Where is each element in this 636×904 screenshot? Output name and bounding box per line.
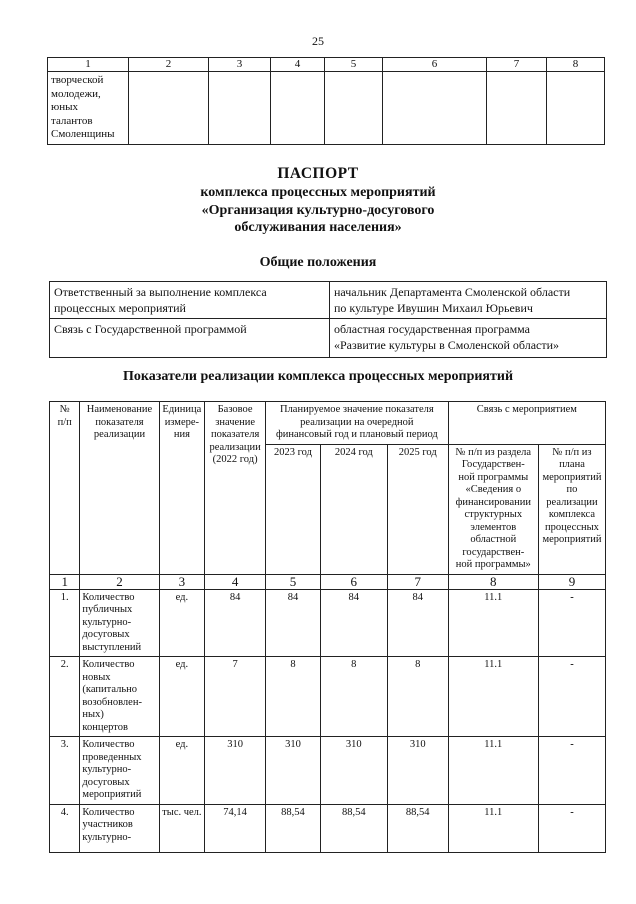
- row-plan: -: [538, 589, 605, 657]
- continued-table: [47, 57, 605, 145]
- col-number: 5: [266, 574, 321, 589]
- col-number: 6: [383, 58, 487, 72]
- row-2023: 88,54: [266, 804, 321, 852]
- general-label: Ответственный за выполнение комплекса процессных мероприятий: [50, 282, 330, 319]
- row-2023: 84: [266, 589, 321, 657]
- col-number: 7: [387, 574, 448, 589]
- passport-subtitle: комплекса процессных мероприятий: [200, 185, 436, 200]
- column-number-row: [50, 574, 606, 589]
- row-num: 1.: [50, 589, 80, 657]
- indicators-heading: Показатели реализации комплекса процессных мероприятий: [122, 369, 514, 384]
- table-row: [50, 282, 607, 319]
- row-2025: 88,54: [387, 804, 448, 852]
- col-number: 7: [487, 58, 547, 72]
- general-label: Связь с Государственной программой: [50, 319, 330, 358]
- row-2024: 88,54: [320, 804, 387, 852]
- row-2025: 84: [387, 589, 448, 657]
- row-2025: 8: [387, 657, 448, 737]
- row-unit: ед.: [159, 657, 205, 737]
- col-number: 1: [48, 58, 129, 72]
- row-2023: 310: [266, 737, 321, 805]
- header-unit: Единица измере- ния: [159, 402, 205, 575]
- header-link: Связь с мероприятием: [448, 402, 605, 445]
- general-value: начальник Департамента Смоленской области по культуре Ивушин Михаил Юрьевич: [330, 282, 607, 319]
- header-year: 2024 год: [320, 444, 387, 574]
- general-value: областная государственная программа «Развитие культуры в Смоленской области»: [330, 319, 607, 358]
- row-plan: -: [538, 657, 605, 737]
- col-number: 1: [50, 574, 80, 589]
- col-number: 3: [159, 574, 205, 589]
- table-row: [50, 319, 607, 358]
- row-plan: -: [538, 804, 605, 852]
- header-row: [50, 402, 606, 445]
- row-name: Количество новых (капитально возобновлен- ных) концертов: [80, 657, 159, 737]
- row-section: 11.1: [448, 737, 538, 805]
- row-base: 310: [205, 737, 266, 805]
- row-2024: 310: [320, 737, 387, 805]
- col-number: 5: [325, 58, 383, 72]
- row-2024: 8: [320, 657, 387, 737]
- row-num: 3.: [50, 737, 80, 805]
- col-number: 3: [209, 58, 271, 72]
- header-year: 2025 год: [387, 444, 448, 574]
- row-section: 11.1: [448, 589, 538, 657]
- row-unit: ед.: [159, 589, 205, 657]
- indicators-table: [49, 401, 606, 853]
- header-name: Наименование показателя реализации: [80, 402, 159, 575]
- header-num: № п/п: [50, 402, 80, 575]
- table-row: [50, 657, 606, 737]
- table-row: [48, 72, 605, 145]
- row-num: 2.: [50, 657, 80, 737]
- general-table: [49, 281, 607, 358]
- column-number-row: [48, 58, 605, 72]
- col-number: 9: [538, 574, 605, 589]
- row-2024: 84: [320, 589, 387, 657]
- table-row: [50, 804, 606, 852]
- col-number: 2: [129, 58, 209, 72]
- header-base: Базовое значение показателя реализации (2022 год): [205, 402, 266, 575]
- row-2025: 310: [387, 737, 448, 805]
- row-unit: тыс. чел.: [159, 804, 205, 852]
- col-number: 2: [80, 574, 159, 589]
- row-2023: 8: [266, 657, 321, 737]
- table-row: [50, 737, 606, 805]
- col-number: 6: [320, 574, 387, 589]
- passport-subtitle: обслуживания населения»: [234, 220, 402, 235]
- header-link-section: № п/п из раздела Государствен- ной программы «Сведения о финансировании структурных элементов областной государствен- ной программы»: [448, 444, 538, 574]
- row-name: Количество проведенных культурно- досуговых мероприятий: [80, 737, 159, 805]
- continued-cell: творческой молодежи, юных талантов Смоленщины: [48, 72, 129, 145]
- row-section: 11.1: [448, 657, 538, 737]
- table-row: [50, 589, 606, 657]
- col-number: 8: [547, 58, 605, 72]
- general-heading: Общие положения: [259, 255, 377, 270]
- header-year: 2023 год: [266, 444, 321, 574]
- col-number: 8: [448, 574, 538, 589]
- row-base: 84: [205, 589, 266, 657]
- row-base: 74,14: [205, 804, 266, 852]
- col-number: 4: [205, 574, 266, 589]
- header-link-plan: № п/п из плана мероприятий по реализации комплекса процессных мероприятий: [538, 444, 605, 574]
- col-number: 4: [271, 58, 325, 72]
- passport-title: ПАСПОРТ: [277, 165, 359, 182]
- row-section: 11.1: [448, 804, 538, 852]
- passport-subtitle: «Организация культурно-досугового: [201, 203, 435, 218]
- header-planned: Планируемое значение показателя реализации на очередной финансовый год и плановый период: [266, 402, 449, 445]
- page-number: 25: [312, 34, 324, 48]
- row-name: Количество участников культурно-: [80, 804, 159, 852]
- row-name: Количество публичных культурно- досуговых выступлений: [80, 589, 159, 657]
- row-base: 7: [205, 657, 266, 737]
- row-num: 4.: [50, 804, 80, 852]
- row-plan: -: [538, 737, 605, 805]
- row-unit: ед.: [159, 737, 205, 805]
